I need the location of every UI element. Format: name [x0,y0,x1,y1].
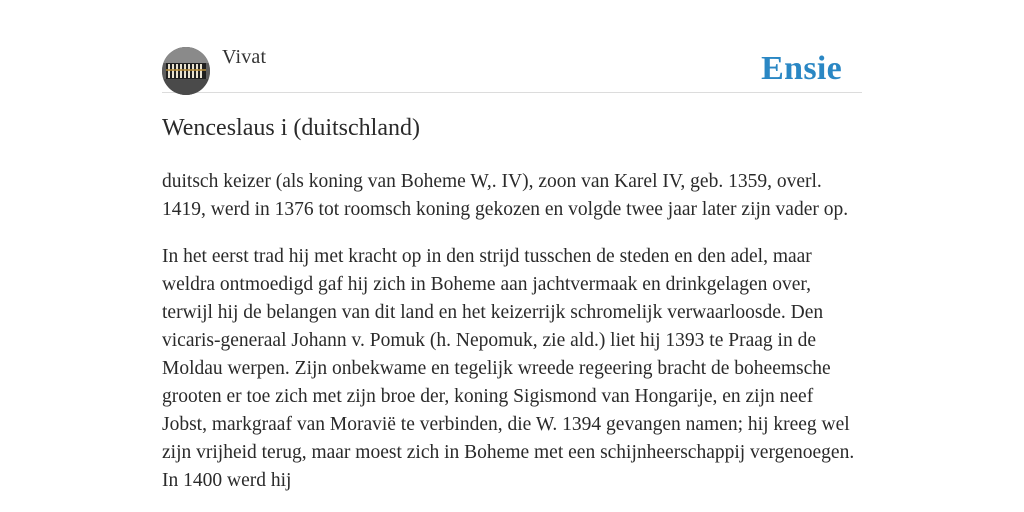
book-spines-icon [162,47,210,95]
paragraph: duitsch keizer (als koning van Boheme W,. IV), zoon van Karel IV, geb. 1359, overl. 1419, werd in 1376 tot roomsch koning gekozen en volgde twee jaar later zijn vader op. [162,171,849,220]
avatar[interactable] [162,47,210,95]
paragraph: In het eerst trad hij met kracht op in den strijd tusschen de steden en den adel, maar weldra ontmoedigd gaf hij zich in Boheme aan jachtvermaak en drinkgelagen over, terwijl hij de belangen van dit land en het keizerrijk schromelijk verwaarloosde. Den vicaris-generaal Johann v. Pomuk (h. Nepomuk, zie ald.) liet hij 1393 te Praag in de Moldau werpen. Zijn onbekwame en tegelijk wreede regeering bracht de boheemsche grooten er toe zich met zijn broe der, koning Sigismond van Hongarije, en zijn neef Jobst, markgraaf van Moravië te verbinden, die W. 1394 gevangen namen; hij kreeg wel zijn vrijheid terug, maar moest zich in Boheme met een schijnheerschappij vergenoegen. In 1400 werd hij [162,246,855,491]
page [162,0,862,491]
header [162,0,862,93]
page-title: Wenceslaus i (duitschland) [162,115,420,141]
brand-logo[interactable]: Ensie [761,50,842,87]
source-name[interactable]: Vivat [222,46,267,68]
article-body [162,168,862,512]
